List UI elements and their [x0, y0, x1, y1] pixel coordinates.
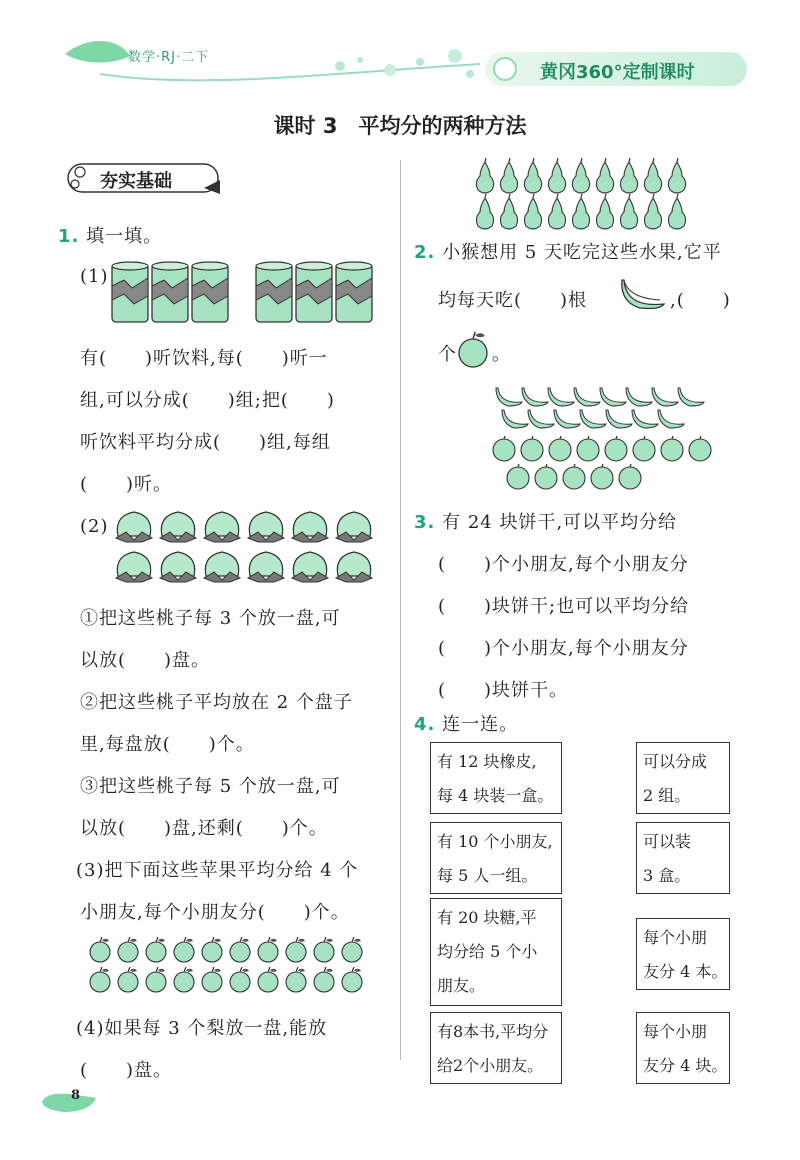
q2-period: 。 — [492, 344, 511, 365]
peaches-image — [110, 508, 380, 586]
match-left-4[interactable] — [430, 1012, 562, 1084]
q1-part1-line3: 听饮料平均分成( )组,每组 — [80, 432, 331, 453]
match-left-3-line2: 均分给 5 个小 — [437, 942, 538, 961]
q2-line3: 个 — [438, 344, 457, 365]
match-left-3-line3: 朋友。 — [437, 976, 486, 995]
header-decoration — [60, 34, 480, 94]
q3-line1: 3. 有 24 块饼干,可以平均分给 — [414, 512, 678, 533]
match-right-4-line1: 每个小朋 — [643, 1022, 708, 1041]
brand-dot-icon — [492, 56, 518, 82]
q1-part1-label: (1) — [80, 266, 109, 287]
q1-part1-line1: 有( )听饮料,每( )听一 — [80, 348, 328, 369]
page-number-badge — [40, 1090, 98, 1114]
match-left-4-line2: 给2个小朋友。 — [437, 1056, 544, 1075]
q1-part3-line1: (3)把下面这些苹果平均分给 4 个 — [76, 860, 359, 881]
q1-part1-line2: 组,可以分成( )组;把( ) — [80, 390, 335, 411]
q3-line5: ( )块饼干。 — [438, 680, 569, 701]
match-left-3[interactable] — [430, 898, 562, 1006]
match-right-4-line2: 友分 4 块。 — [643, 1056, 728, 1075]
match-right-3-line1: 每个小朋 — [643, 928, 708, 947]
page-title: 课时 3 平均分的两种方法 — [273, 114, 527, 138]
q1-part2-line6: 以放( )盘,还剩( )个。 — [80, 818, 328, 839]
match-right-2[interactable] — [636, 822, 730, 894]
q1-part2-line4: 里,每盘放( )个。 — [80, 734, 255, 755]
brand-title: 黄冈360°定制课时 — [540, 62, 695, 83]
q1-part2-line5: ③把这些桃子每 5 个放一盘,可 — [80, 776, 341, 797]
q4-heading: 4. 连一连。 — [414, 714, 519, 735]
q2-line1: 2. 小猴想用 5 天吃完这些水果,它平 — [414, 242, 722, 263]
match-left-2[interactable] — [430, 822, 562, 894]
match-left-2-line2: 每 5 人一组。 — [437, 866, 538, 885]
q3-line3: ( )块饼干;也可以平均分给 — [438, 596, 690, 617]
banana-icon — [620, 274, 668, 314]
match-left-2-line1: 有 10 个小朋友, — [437, 832, 553, 851]
q1-part2-label: (2) — [80, 516, 109, 537]
drink-cans-image — [110, 260, 385, 326]
q2-line2b: ,( ) — [670, 290, 731, 311]
match-left-3-line1: 有 20 块糖,平 — [437, 908, 537, 927]
q1-heading: 1. 填一填。 — [58, 226, 163, 247]
match-right-3-line2: 友分 4 本。 — [643, 962, 728, 981]
q1-part2-line1: ①把这些桃子每 3 个放一盘,可 — [80, 608, 341, 629]
match-left-1-line2: 每 4 块装一盒。 — [437, 786, 554, 805]
pears-image — [470, 156, 710, 232]
match-right-2-line1: 可以装 — [643, 832, 692, 851]
bananas-apples-image — [492, 382, 712, 494]
q1-part2-line2: 以放( )盘。 — [80, 650, 211, 671]
q2-line2a: 均每天吃( )根 — [438, 290, 588, 311]
q3-line2: ( )个小朋友,每个小朋友分 — [438, 554, 689, 575]
q3-line4: ( )个小朋友,每个小朋友分 — [438, 638, 689, 659]
header-subject: 数学·RJ·二下 — [128, 50, 210, 65]
match-right-2-line2: 3 盒。 — [643, 866, 691, 885]
match-right-1-line2: 2 组。 — [643, 786, 691, 805]
q1-part3-line2: 小朋友,每个小朋友分( )个。 — [80, 902, 350, 923]
q1-part4-line1: (4)如果每 3 个梨放一盘,能放 — [76, 1018, 328, 1039]
match-left-4-line1: 有8本书,平均分 — [437, 1022, 549, 1041]
match-left-1[interactable] — [430, 742, 562, 814]
q1-part2-line3: ②把这些桃子平均放在 2 个盘子 — [80, 692, 353, 713]
q1-part4-line2: ( )盘。 — [80, 1060, 173, 1081]
section-label: 夯实基础 — [100, 171, 172, 192]
match-right-3[interactable] — [636, 918, 730, 990]
apple-icon — [455, 330, 491, 370]
q1-part1-line4: ( )听。 — [80, 474, 173, 495]
match-left-1-line1: 有 12 块橡皮, — [437, 752, 537, 771]
match-right-4[interactable] — [636, 1012, 730, 1084]
apples-image — [86, 936, 376, 998]
match-right-1[interactable] — [636, 742, 730, 814]
page-number: 8 — [71, 1088, 81, 1103]
match-right-1-line1: 可以分成 — [643, 752, 708, 771]
column-divider — [400, 160, 401, 1060]
